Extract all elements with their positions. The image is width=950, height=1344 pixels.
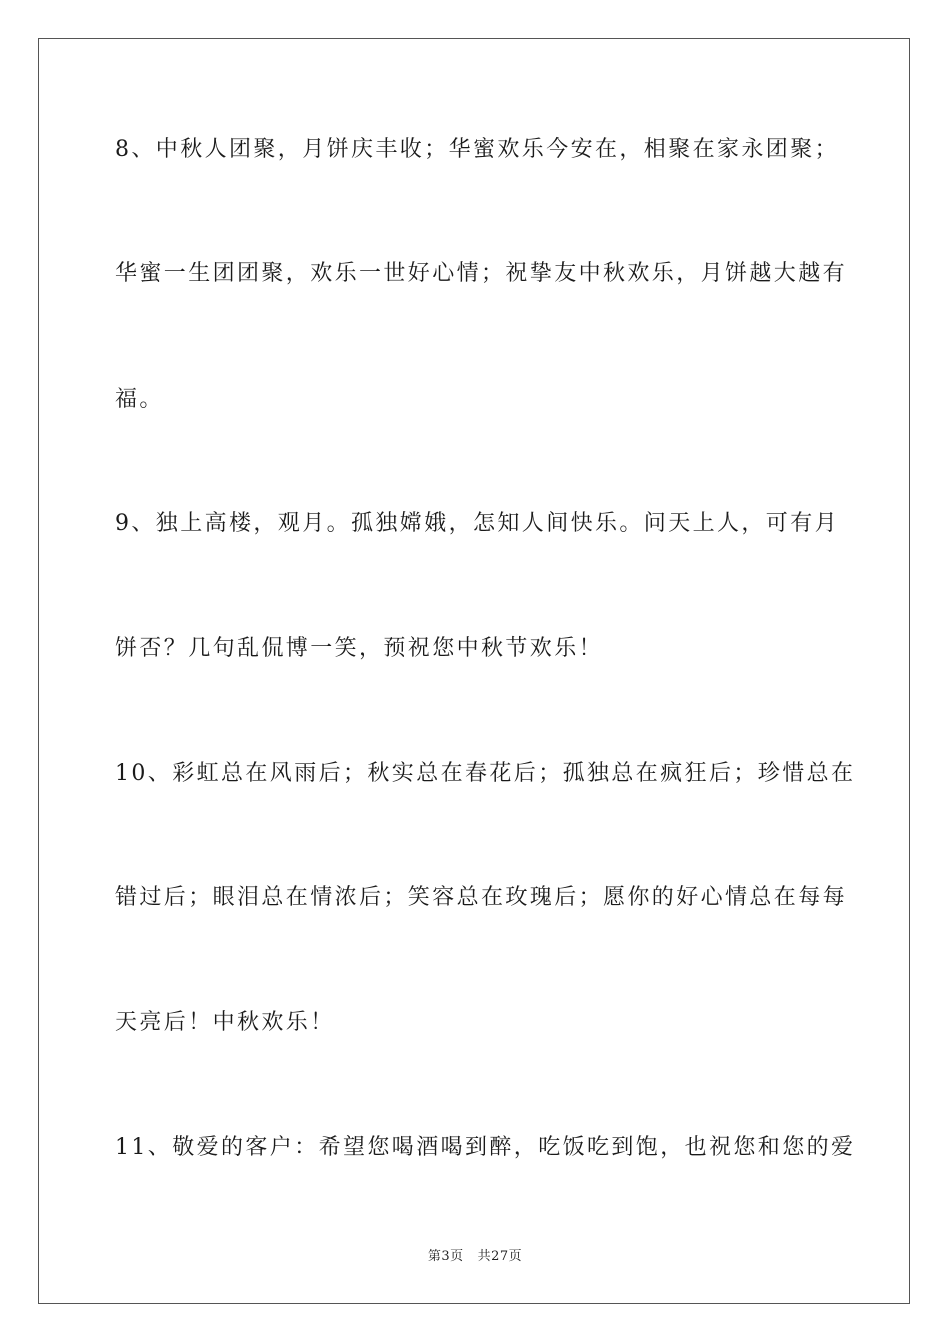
page-total: 共27页 [477, 1249, 523, 1264]
text-line: 8、中秋人团聚，月饼庆丰收；华蜜欢乐今安在，相聚在家永团聚； [115, 137, 839, 162]
text-line: 错过后；眼泪总在情浓后；笑容总在玫瑰后；愿你的好心情总在每每 [115, 885, 848, 910]
text-line: 11、敬爱的客户：希望您喝酒喝到醉，吃饭吃到饱，也祝您和您的爱 [115, 1135, 856, 1160]
text-line: 9、独上高楼，观月。孤独嫦娥，怎知人间快乐。问天上人，可有月 [115, 511, 839, 536]
text-line: 10、彩虹总在风雨后；秋实总在春花后；孤独总在疯狂后；珍惜总在 [115, 761, 856, 786]
text-line: 饼否？几句乱侃博一笑，预祝您中秋节欢乐！ [115, 636, 604, 661]
page-footer [0, 1248, 950, 1266]
page-border [38, 38, 910, 1304]
text-line: 华蜜一生团团聚，欢乐一世好心情；祝挚友中秋欢乐，月饼越大越有 [115, 261, 848, 286]
text-line: 天亮后！中秋欢乐！ [115, 1010, 335, 1035]
text-line: 福。 [115, 387, 164, 412]
page-number: 第3页 [427, 1249, 464, 1264]
